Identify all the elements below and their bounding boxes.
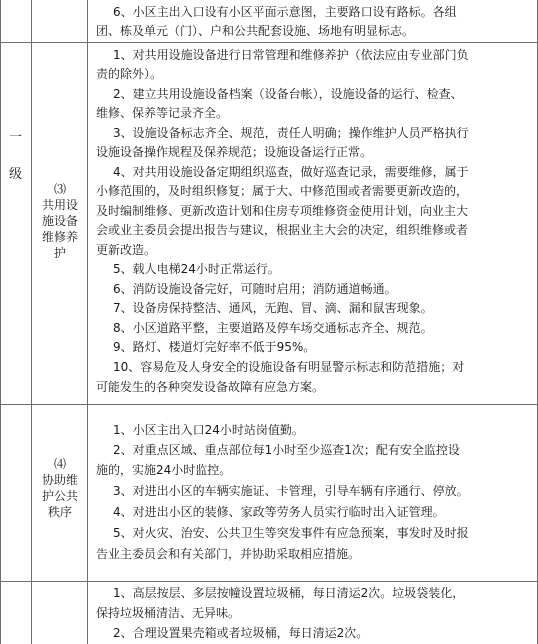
level-char: 一 xyxy=(9,130,23,145)
column-divider xyxy=(0,0,1,644)
content-line: 设施设备操作规程及保养规范；设施设备运行正常。 xyxy=(96,145,373,159)
content-line: 维修、保养等记录齐全。 xyxy=(96,106,229,120)
content-line: 2、对重点区域、重点部位每1小时至少巡查1次；配有安全监控设 xyxy=(113,443,460,457)
content-line: 施的，实施24小时监控。 xyxy=(96,463,232,477)
category-title-line: 施设备 xyxy=(41,214,78,228)
content-line: 1、小区主出入口24小时站岗值勤。 xyxy=(113,423,304,437)
content-line: 及时编制维修、更新改造计划和住房专项维修资金使用计划，向业主大 xyxy=(96,204,469,218)
content-line: 3、设施设备标志齐全、规范，责任人明确；操作维护人员严格执行 xyxy=(113,126,469,140)
row-divider xyxy=(0,42,538,43)
content-line: 告业主委员会和有关部门，并协助采取相应措施。 xyxy=(96,547,361,561)
content-line: 保持垃圾桶清洁、无异味。 xyxy=(96,606,241,620)
level-char: 级 xyxy=(9,167,23,182)
category-title-line: 协助维 xyxy=(41,473,78,487)
column-divider xyxy=(87,0,88,644)
category-facilities xyxy=(37,181,83,261)
content-line: 4、对共用设施设备定期组织巡查，做好巡查记录，需要维修，属于 xyxy=(113,165,469,179)
content-line: 更新改造。 xyxy=(96,243,157,257)
content-line: 7、设备房保持整洁、通风，无跑、冒、滴、漏和鼠害现象。 xyxy=(113,301,433,315)
section-marker: ⑷ xyxy=(53,457,66,471)
category-title-line: 护公共 xyxy=(41,489,78,503)
category-title-line: 共用设 xyxy=(41,198,78,212)
content-line: 8、小区道路平整，主要道路及停车场交通标志齐全、规范。 xyxy=(113,321,433,335)
content-line: 3、对进出小区的车辆实施证、卡管理，引导车辆有序通行、停放。 xyxy=(113,484,469,498)
content-line: 5、载人电梯24小时正常运行。 xyxy=(113,262,280,276)
content-line: 1、对共用设施设备进行日常管理和维修养护（依法应由专业部门负 xyxy=(113,48,469,62)
section-marker: ⑶ xyxy=(53,182,66,196)
content-line: 会或业主委员会提出报告与建议，根据业主大会的决定，组织维修或者 xyxy=(96,223,469,237)
category-title-line: 护 xyxy=(53,246,66,260)
content-line: 6、消防设施设备完好，可随时启用；消防通道畅通。 xyxy=(113,282,397,296)
content-line: 可能发生的各种突发设备故障有应急方案。 xyxy=(96,380,325,394)
content-line: 4、对进出小区的装修、家政等劳务人员实行临时出入证管理。 xyxy=(113,505,445,519)
category-title-line: 维修养 xyxy=(41,230,78,244)
content-line: 2、建立共用设施设备档案（设备台帐），设施设备的运行、检查、 xyxy=(113,87,463,101)
row-divider xyxy=(0,404,538,405)
content-line: 9、路灯、楼道灯完好率不低于95%。 xyxy=(113,340,316,354)
content-line: 责的除外）。 xyxy=(96,67,163,81)
category-public-order xyxy=(37,456,83,520)
column-divider xyxy=(31,0,32,644)
content-line: 5、对火灾、治安、公共卫生等突发事件有应急预案，事发时及时报 xyxy=(113,526,469,540)
content-line: 10、容易危及人身安全的设施设备有明显警示标志和防范措施；对 xyxy=(113,360,465,374)
content-line: 1、高层按层、多层按幢设置垃圾桶，每日清运2次。垃圾袋装化， xyxy=(113,586,465,600)
content-line: 2、合理设置果壳箱或者垃圾桶，每日清运2次。 xyxy=(113,626,369,640)
row-divider xyxy=(0,581,538,582)
category-title-line: 秩序 xyxy=(47,505,72,519)
content-line: 团、栋及单元（门）、户和公共配套设施、场地有明显标志。 xyxy=(96,24,415,38)
content-line: 6、小区主出入口设有小区平面示意图，主要路口设有路标。各组 xyxy=(113,5,457,19)
content-line: 小修范围的，及时组织修复；属于大、中修范围或者需要更新改造的， xyxy=(96,184,469,198)
